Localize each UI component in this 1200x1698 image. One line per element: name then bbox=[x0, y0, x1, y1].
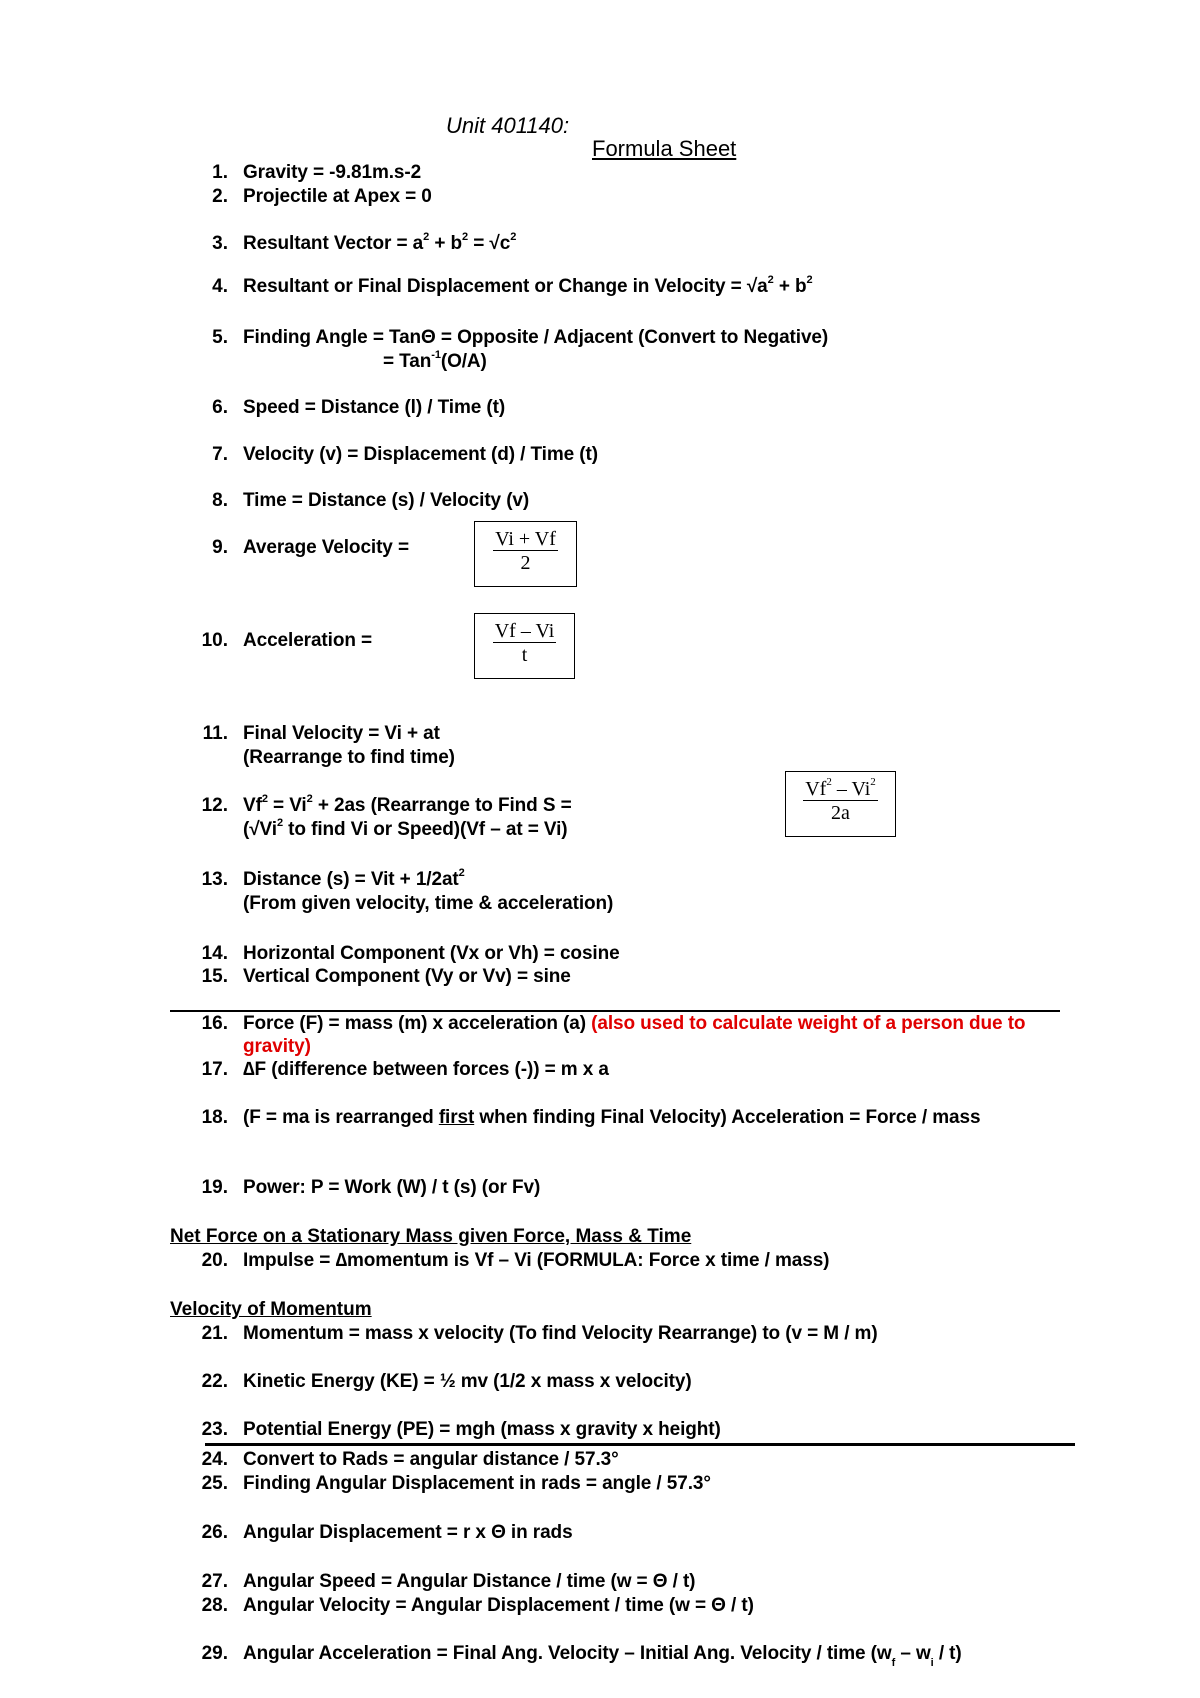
force-note-red: (also used to calculate weight of a person due to bbox=[591, 1013, 1026, 1034]
item-number: 11. bbox=[202, 723, 228, 744]
acceleration-fraction-box bbox=[474, 613, 575, 679]
formula-angular-acceleration: Angular Acceleration = Final Ang. Velocity – Initial Ang. Velocity / time $(w_f - w_i / t)$ bbox=[243, 1643, 962, 1669]
unit-title: Unit 401140: bbox=[446, 113, 570, 138]
item-number: 15. bbox=[201, 966, 228, 987]
item-number: 9. bbox=[212, 537, 228, 558]
formula-force: Force (F) = mass (m) x acceleration (a) (also used to calculate weight of a person due to bbox=[243, 1013, 1026, 1034]
formula-angular-displacement-rads: Finding Angular Displacement in rads = angle / 57.3° bbox=[243, 1473, 711, 1494]
item-number: 17. bbox=[201, 1059, 228, 1080]
item-number: 28. bbox=[201, 1595, 228, 1616]
item-number: 25. bbox=[201, 1473, 228, 1494]
heading-velocity-momentum: Velocity of Momentum bbox=[170, 1299, 372, 1320]
section-divider-thick bbox=[205, 1443, 1075, 1446]
formula-angular-displacement: Angular Displacement = r x Θ in rads bbox=[243, 1522, 573, 1543]
formula-finding-angle: Finding Angle = TanΘ = Opposite / Adjacent (Convert to Negative) bbox=[243, 327, 829, 348]
formula-final-velocity-note: (Rearrange to find time) bbox=[243, 747, 455, 768]
formula-resultant-vector: Resultant Vector = $a^2 + b^2 = √c^2$ bbox=[243, 231, 517, 254]
item-number: 27. bbox=[201, 1571, 228, 1592]
item-number: 24. bbox=[201, 1449, 228, 1470]
formula-vf-squared: $Vf^2 = Vi^2 + 2as$ (Rearrange to Find S = bbox=[243, 793, 572, 816]
formula-gravity: Gravity = -9.81m.s-2 bbox=[243, 162, 422, 183]
heading-net-force: Net Force on a Stationary Mass given Force, Mass & Time bbox=[170, 1226, 692, 1247]
formula-distance: Distance (s) = Vit + $1/2at^2$ bbox=[243, 867, 465, 890]
item-number: 7. bbox=[212, 444, 228, 465]
formula-horizontal-component: Horizontal Component (Vx or Vh) = cosine bbox=[243, 943, 620, 964]
item-number: 6. bbox=[212, 397, 228, 418]
formula-angular-velocity: Angular Velocity = Angular Displacement / time (w = Θ / t) bbox=[243, 1595, 754, 1616]
formula-distance-note: (From given velocity, time & acceleration) bbox=[243, 893, 614, 914]
item-number: 21. bbox=[201, 1323, 228, 1344]
formula-time: Time = Distance (s) / Velocity (v) bbox=[243, 490, 530, 511]
fraction-denominator: t bbox=[521, 644, 528, 666]
item-number: 14. bbox=[201, 943, 228, 964]
formula-momentum: Momentum = mass x velocity (To find Velocity Rearrange) to (v = M / m) bbox=[243, 1323, 878, 1344]
item-number: 13. bbox=[201, 869, 228, 890]
force-note-red-line2: gravity) bbox=[243, 1036, 311, 1057]
item-number: 4. bbox=[212, 276, 228, 297]
item-number: 22. bbox=[201, 1371, 228, 1392]
formula-acceleration-force: (F = ma is rearranged first when finding Final Velocity) Acceleration = Force / mass bbox=[243, 1107, 981, 1128]
item-number: 10. bbox=[201, 630, 228, 651]
formula-impulse: Impulse = ∆momentum is Vf – Vi (FORMULA: Force x time / mass) bbox=[243, 1250, 830, 1271]
formula-potential-energy: Potential Energy (PE) = mgh (mass x gravity x height) bbox=[243, 1419, 721, 1440]
formula-delta-force: ∆F (difference between forces (-)) = m x a bbox=[243, 1059, 609, 1080]
item-number: 1. bbox=[212, 162, 228, 183]
section-divider bbox=[170, 1010, 1060, 1012]
fraction-numerator: Vf$^2$ – Vi$^2$ bbox=[805, 776, 876, 800]
item-number: 19. bbox=[201, 1177, 228, 1198]
item-number: 20. bbox=[201, 1250, 228, 1271]
fraction-numerator: Vf – Vi bbox=[494, 620, 555, 642]
item-number: 12. bbox=[201, 795, 228, 816]
formula-power: Power: P = Work (W) / t (s) (or Fv) bbox=[243, 1177, 541, 1198]
formula-vertical-component: Vertical Component (Vy or Vv) = sine bbox=[243, 966, 571, 987]
item-number: 16. bbox=[201, 1013, 228, 1034]
item-number: 3. bbox=[212, 233, 228, 254]
formula-finding-angle-line2: = Tan$^{-1}$(O/A) bbox=[383, 349, 487, 372]
item-number: 5. bbox=[212, 327, 228, 348]
formula-final-velocity: Final Velocity = Vi + at bbox=[243, 723, 440, 744]
distance-fraction-box bbox=[785, 771, 896, 837]
formula-angular-speed: Angular Speed = Angular Distance / time (w = Θ / t) bbox=[243, 1571, 696, 1592]
item-number: 26. bbox=[201, 1522, 228, 1543]
fraction-denominator: 2a bbox=[831, 802, 850, 824]
average-velocity-fraction-box bbox=[474, 521, 577, 587]
formula-projectile-apex: Projectile at Apex = 0 bbox=[243, 186, 432, 207]
formula-acceleration: Acceleration = bbox=[243, 630, 373, 651]
item-number: 18. bbox=[201, 1107, 228, 1128]
fraction-numerator: Vi + Vf bbox=[495, 528, 556, 550]
formula-average-velocity: Average Velocity = bbox=[243, 537, 409, 558]
fraction-denominator: 2 bbox=[520, 552, 531, 574]
item-number: 2. bbox=[212, 186, 228, 207]
formula-vf-squared-line2: (√Vi$^2$ to find Vi or Speed)(Vf – at = Vi) bbox=[243, 817, 568, 840]
item-number: 23. bbox=[201, 1419, 228, 1440]
formula-resultant-displacement: Resultant or Final Displacement or Change in Velocity = $√a^2 + b^2$ bbox=[243, 274, 813, 297]
formula-speed: Speed = Distance (l) / Time (t) bbox=[243, 397, 506, 418]
formula-convert-rads: Convert to Rads = angular distance / 57.3° bbox=[243, 1449, 619, 1470]
page-title: Formula Sheet bbox=[592, 136, 737, 161]
item-number: 29. bbox=[201, 1643, 228, 1664]
formula-velocity: Velocity (v) = Displacement (d) / Time (t) bbox=[243, 444, 598, 465]
item-number: 8. bbox=[212, 490, 228, 511]
formula-kinetic-energy: Kinetic Energy (KE) = ½ mv (1/2 x mass x velocity) bbox=[243, 1371, 692, 1392]
